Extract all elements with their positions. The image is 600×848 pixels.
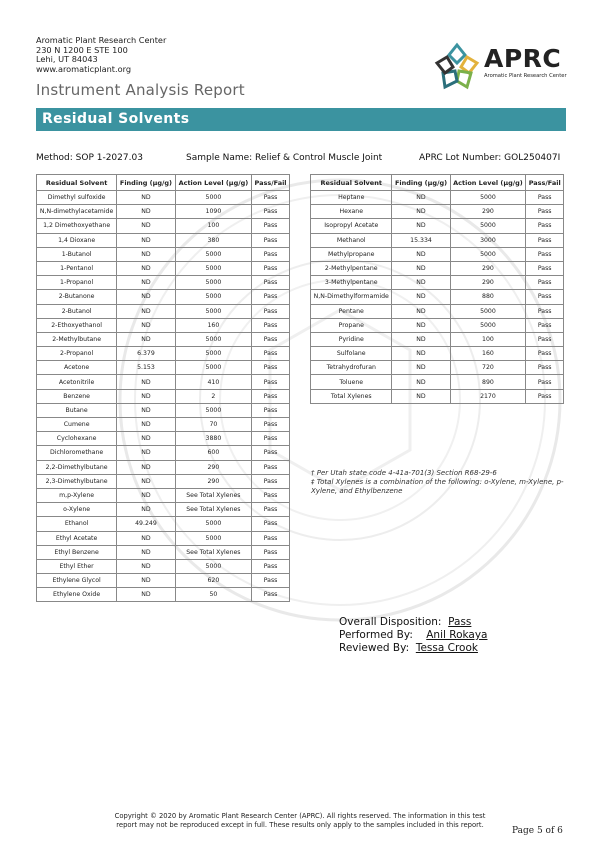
table-row: [37, 375, 290, 389]
action-level-cell: 5000: [175, 403, 251, 417]
action-level-cell: 5000: [450, 318, 526, 332]
action-level-cell: 5000: [175, 347, 251, 361]
finding-cell: ND: [392, 304, 450, 318]
pass-fail-cell: Pass: [526, 276, 564, 290]
pass-fail-cell: Pass: [252, 403, 290, 417]
pass-fail-cell: Pass: [252, 432, 290, 446]
pass-fail-cell: Pass: [526, 389, 564, 403]
table-row: [37, 574, 290, 588]
finding-cell: ND: [117, 418, 175, 432]
pass-fail-cell: Pass: [252, 332, 290, 346]
finding-cell: ND: [117, 474, 175, 488]
table-row: [37, 290, 290, 304]
pass-fail-cell: Pass: [526, 375, 564, 389]
table-row: [311, 318, 564, 332]
pass-fail-cell: Pass: [526, 219, 564, 233]
sample-name: Sample Name: Relief & Control Muscle Joint: [186, 153, 383, 163]
action-level-cell: See Total Xylenes: [175, 503, 251, 517]
table-row: [311, 261, 564, 275]
copyright-footer: [0, 812, 600, 830]
finding-cell: ND: [392, 318, 450, 332]
solvent-name-cell: Butane: [37, 403, 117, 417]
pass-fail-cell: Pass: [252, 460, 290, 474]
finding-cell: ND: [392, 276, 450, 290]
solvent-name-cell: Tetrahydrofuran: [311, 361, 392, 375]
action-level-cell: 160: [175, 318, 251, 332]
finding-cell: ND: [117, 389, 175, 403]
action-level-cell: 380: [175, 233, 251, 247]
table-row: [311, 247, 564, 261]
finding-cell: ND: [117, 318, 175, 332]
action-level-cell: 410: [175, 375, 251, 389]
finding-cell: ND: [392, 247, 450, 261]
action-level-cell: 70: [175, 418, 251, 432]
finding-cell: ND: [117, 276, 175, 290]
action-level-cell: 160: [450, 347, 526, 361]
solvent-name-cell: Acetone: [37, 361, 117, 375]
pass-fail-cell: Pass: [252, 261, 290, 275]
solvent-name-cell: Ethylene Oxide: [37, 588, 117, 602]
action-level-cell: 290: [175, 474, 251, 488]
finding-cell: ND: [117, 488, 175, 502]
pass-fail-cell: Pass: [526, 290, 564, 304]
footer-line: report may not be reproduced except in full. These results only apply to the samples included in this report.: [116, 821, 484, 829]
column-header: Pass/Fail: [526, 175, 564, 191]
logo-subtitle: Aromatic Plant Research Center: [484, 73, 567, 79]
column-header: Action Level (µg/g): [450, 175, 526, 191]
action-level-cell: 5000: [175, 247, 251, 261]
finding-cell: ND: [392, 290, 450, 304]
pass-fail-cell: Pass: [252, 290, 290, 304]
pass-fail-cell: Pass: [526, 361, 564, 375]
solvent-name-cell: N,N-dimethylacetamide: [37, 205, 117, 219]
logo-text: APRC: [484, 44, 562, 73]
pass-fail-cell: Pass: [252, 488, 290, 502]
finding-cell: ND: [392, 261, 450, 275]
table-row: [37, 205, 290, 219]
finding-cell: ND: [117, 531, 175, 545]
aprc-logo-icon: [431, 41, 483, 93]
pass-fail-cell: Pass: [526, 318, 564, 332]
table-row: [37, 559, 290, 573]
solvent-name-cell: 2-Methylpentane: [311, 261, 392, 275]
pass-fail-cell: Pass: [252, 361, 290, 375]
footer-line: Copyright © 2020 by Aromatic Plant Research Center (APRC). All rights reserved. The information in this test: [114, 812, 486, 820]
action-level-cell: 1090: [175, 205, 251, 219]
action-level-cell: See Total Xylenes: [175, 488, 251, 502]
table-row: [37, 588, 290, 602]
table-row: [37, 460, 290, 474]
solvent-name-cell: Ethyl Benzene: [37, 545, 117, 559]
action-level-cell: 5000: [450, 304, 526, 318]
table-row: [37, 389, 290, 403]
pass-fail-cell: Pass: [252, 418, 290, 432]
action-level-cell: 5000: [175, 361, 251, 375]
pass-fail-cell: Pass: [252, 559, 290, 573]
table-row: [37, 361, 290, 375]
column-header: Finding (µg/g): [117, 175, 175, 191]
table-row: [311, 233, 564, 247]
finding-cell: ND: [117, 304, 175, 318]
solvent-name-cell: 1-Propanol: [37, 276, 117, 290]
lab-address: [36, 36, 166, 74]
performed-by-label: Performed By:: [339, 629, 413, 641]
footnote: ‡ Total Xylenes is a combination of the following: o-Xylene, m-Xylene, p-Xylene, and Ethylbenzene: [311, 478, 564, 496]
action-level-cell: 880: [450, 290, 526, 304]
action-level-cell: 5000: [175, 261, 251, 275]
column-header: Residual Solvent: [311, 175, 392, 191]
finding-cell: ND: [117, 503, 175, 517]
finding-cell: 49.249: [117, 517, 175, 531]
solvent-name-cell: 2,3-Dimethylbutane: [37, 474, 117, 488]
table-row: [37, 474, 290, 488]
address-line: 230 N 1200 E STE 100: [36, 44, 128, 55]
overall-disposition-label: Overall Disposition:: [339, 616, 442, 628]
solvent-name-cell: Acetonitrile: [37, 375, 117, 389]
pass-fail-cell: Pass: [252, 247, 290, 261]
solvent-name-cell: Heptane: [311, 191, 392, 205]
table-row: [37, 247, 290, 261]
action-level-cell: 50: [175, 588, 251, 602]
table-row: [311, 389, 564, 403]
footnotes: [311, 469, 571, 497]
solvent-name-cell: Dimethyl sulfoxide: [37, 191, 117, 205]
table-row: [311, 191, 564, 205]
table-row: [37, 332, 290, 346]
solvent-name-cell: Total Xylenes: [311, 389, 392, 403]
table-row: [311, 304, 564, 318]
solvent-name-cell: Hexane: [311, 205, 392, 219]
reviewed-by-label: Reviewed By:: [339, 642, 410, 654]
address-line: Lehi, UT 84043: [36, 54, 98, 65]
action-level-cell: 720: [450, 361, 526, 375]
action-level-cell: 890: [450, 375, 526, 389]
table-row: [311, 361, 564, 375]
table-row: [311, 332, 564, 346]
finding-cell: ND: [117, 403, 175, 417]
performed-by: [339, 629, 487, 641]
solvent-name-cell: o-Xylene: [37, 503, 117, 517]
table-row: [311, 347, 564, 361]
table-row: [311, 290, 564, 304]
address-line: Aromatic Plant Research Center: [36, 35, 167, 45]
finding-cell: 15.334: [392, 233, 450, 247]
table-row: [37, 446, 290, 460]
finding-cell: ND: [392, 219, 450, 233]
reviewed-by-value: Tessa Crook: [415, 642, 478, 654]
solvent-name-cell: Ethylene Glycol: [37, 574, 117, 588]
table-row: [37, 191, 290, 205]
table-row: [311, 219, 564, 233]
pass-fail-cell: Pass: [252, 276, 290, 290]
table-row: [311, 205, 564, 219]
solvent-name-cell: 2-Propanol: [37, 347, 117, 361]
residual-solvents-table-right: [310, 174, 564, 404]
solvent-name-cell: 3-Methylpentane: [311, 276, 392, 290]
action-level-cell: 290: [450, 261, 526, 275]
pass-fail-cell: Pass: [252, 191, 290, 205]
finding-cell: ND: [117, 375, 175, 389]
action-level-cell: 5000: [450, 219, 526, 233]
solvent-name-cell: 1-Pentanol: [37, 261, 117, 275]
solvent-name-cell: Cyclohexane: [37, 432, 117, 446]
website-line: www.aromaticplant.org: [36, 63, 132, 74]
action-level-cell: 620: [175, 574, 251, 588]
action-level-cell: 3880: [175, 432, 251, 446]
finding-cell: 5.153: [117, 361, 175, 375]
action-level-cell: 100: [450, 332, 526, 346]
table-row: [37, 219, 290, 233]
action-level-cell: 5000: [175, 290, 251, 304]
pass-fail-cell: Pass: [526, 332, 564, 346]
pass-fail-cell: Pass: [252, 205, 290, 219]
lot-number: APRC Lot Number: GOL250407I: [419, 153, 561, 163]
action-level-cell: 290: [450, 276, 526, 290]
pass-fail-cell: Pass: [252, 446, 290, 460]
finding-cell: ND: [117, 205, 175, 219]
solvent-name-cell: Pyridine: [311, 332, 392, 346]
pass-fail-cell: Pass: [252, 574, 290, 588]
action-level-cell: 5000: [175, 276, 251, 290]
pass-fail-cell: Pass: [252, 318, 290, 332]
pass-fail-cell: Pass: [526, 247, 564, 261]
solvent-name-cell: Dichloromethane: [37, 446, 117, 460]
solvent-name-cell: Pentane: [311, 304, 392, 318]
finding-cell: ND: [117, 233, 175, 247]
finding-cell: ND: [117, 432, 175, 446]
solvent-name-cell: 2-Butanone: [37, 290, 117, 304]
action-level-cell: 5000: [175, 517, 251, 531]
reviewed-by: [339, 642, 478, 654]
finding-cell: ND: [117, 460, 175, 474]
overall-disposition-value: Pass: [448, 616, 472, 628]
finding-cell: ND: [117, 446, 175, 460]
finding-cell: ND: [117, 261, 175, 275]
solvent-name-cell: 2-Methylbutane: [37, 332, 117, 346]
solvent-name-cell: Propane: [311, 318, 392, 332]
action-level-cell: 5000: [175, 332, 251, 346]
action-level-cell: See Total Xylenes: [175, 545, 251, 559]
table-row: [37, 304, 290, 318]
action-level-cell: 5000: [175, 531, 251, 545]
solvent-name-cell: Methanol: [311, 233, 392, 247]
action-level-cell: 5000: [175, 559, 251, 573]
action-level-cell: 5000: [450, 191, 526, 205]
report-title: Instrument Analysis Report: [36, 81, 245, 99]
table-row: [37, 545, 290, 559]
finding-cell: ND: [117, 574, 175, 588]
action-level-cell: 100: [175, 219, 251, 233]
pass-fail-cell: Pass: [526, 304, 564, 318]
pass-fail-cell: Pass: [526, 233, 564, 247]
finding-cell: ND: [117, 559, 175, 573]
table-row: [37, 276, 290, 290]
table-row: [37, 233, 290, 247]
finding-cell: ND: [392, 347, 450, 361]
solvent-name-cell: 2-Ethoxyethanol: [37, 318, 117, 332]
solvent-name-cell: m,p-Xylene: [37, 488, 117, 502]
action-level-cell: 2170: [450, 389, 526, 403]
solvent-name-cell: Methylpropane: [311, 247, 392, 261]
pass-fail-cell: Pass: [252, 219, 290, 233]
solvent-name-cell: Cumene: [37, 418, 117, 432]
residual-solvents-table-left: [36, 174, 290, 602]
method-label: Method: SOP 1-2027.03: [36, 153, 143, 163]
section-title: Residual Solvents: [42, 111, 190, 127]
solvent-name-cell: Benzene: [37, 389, 117, 403]
table-row: [37, 517, 290, 531]
finding-cell: ND: [117, 332, 175, 346]
table-row: [311, 375, 564, 389]
solvent-name-cell: 1,4 Dioxane: [37, 233, 117, 247]
finding-cell: ND: [117, 191, 175, 205]
finding-cell: ND: [392, 361, 450, 375]
action-level-cell: 5000: [175, 304, 251, 318]
pass-fail-cell: Pass: [252, 545, 290, 559]
finding-cell: ND: [392, 332, 450, 346]
action-level-cell: 5000: [175, 191, 251, 205]
solvent-name-cell: 2,2-Dimethylbutane: [37, 460, 117, 474]
table-row: [37, 261, 290, 275]
action-level-cell: 290: [450, 205, 526, 219]
column-header: Pass/Fail: [252, 175, 290, 191]
solvent-name-cell: 1-Butanol: [37, 247, 117, 261]
table-row: [37, 531, 290, 545]
solvent-name-cell: Toluene: [311, 375, 392, 389]
table-row: [37, 503, 290, 517]
table-row: [37, 418, 290, 432]
pass-fail-cell: Pass: [252, 304, 290, 318]
finding-cell: ND: [392, 375, 450, 389]
solvent-name-cell: Ethyl Acetate: [37, 531, 117, 545]
performed-by-value: Anil Rokaya: [426, 629, 488, 641]
finding-cell: ND: [392, 191, 450, 205]
action-level-cell: 2: [175, 389, 251, 403]
pass-fail-cell: Pass: [526, 261, 564, 275]
finding-cell: ND: [117, 545, 175, 559]
solvent-name-cell: N,N-Dimethylformamide: [311, 290, 392, 304]
table-row: [311, 276, 564, 290]
pass-fail-cell: Pass: [526, 191, 564, 205]
pass-fail-cell: Pass: [252, 503, 290, 517]
overall-disposition: [339, 616, 471, 628]
table-row: [37, 488, 290, 502]
action-level-cell: 5000: [450, 247, 526, 261]
pass-fail-cell: Pass: [252, 233, 290, 247]
table-row: [37, 347, 290, 361]
table-row: [37, 318, 290, 332]
pass-fail-cell: Pass: [252, 588, 290, 602]
pass-fail-cell: Pass: [252, 531, 290, 545]
column-header: Finding (µg/g): [392, 175, 450, 191]
pass-fail-cell: Pass: [526, 347, 564, 361]
finding-cell: ND: [117, 247, 175, 261]
solvent-name-cell: Isopropyl Acetate: [311, 219, 392, 233]
column-header: Action Level (µg/g): [175, 175, 251, 191]
pass-fail-cell: Pass: [252, 389, 290, 403]
finding-cell: ND: [117, 219, 175, 233]
pass-fail-cell: Pass: [252, 347, 290, 361]
table-row: [37, 403, 290, 417]
pass-fail-cell: Pass: [526, 205, 564, 219]
action-level-cell: 3000: [450, 233, 526, 247]
finding-cell: ND: [392, 205, 450, 219]
table-row: [37, 432, 290, 446]
page-number: Page 5 of 6: [512, 826, 563, 836]
solvent-name-cell: 2-Butanol: [37, 304, 117, 318]
finding-cell: ND: [392, 389, 450, 403]
action-level-cell: 290: [175, 460, 251, 474]
solvent-name-cell: Ethanol: [37, 517, 117, 531]
solvent-name-cell: Sulfolane: [311, 347, 392, 361]
solvent-name-cell: 1,2 Dimethoxyethane: [37, 219, 117, 233]
column-header: Residual Solvent: [37, 175, 117, 191]
finding-cell: 6.379: [117, 347, 175, 361]
footnote: † Per Utah state code 4-41a-701(3) Section R68-29-6: [311, 469, 497, 477]
finding-cell: ND: [117, 290, 175, 304]
pass-fail-cell: Pass: [252, 517, 290, 531]
pass-fail-cell: Pass: [252, 375, 290, 389]
action-level-cell: 600: [175, 446, 251, 460]
pass-fail-cell: Pass: [252, 474, 290, 488]
finding-cell: ND: [117, 588, 175, 602]
solvent-name-cell: Ethyl Ether: [37, 559, 117, 573]
